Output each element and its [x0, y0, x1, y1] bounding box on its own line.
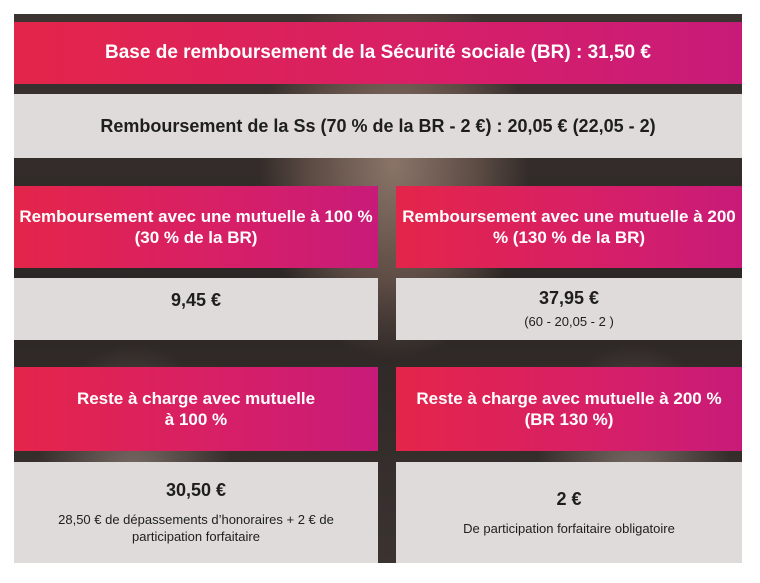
mutuelle-100-title-box	[14, 186, 378, 268]
ss-reimbursement-label: Remboursement de la Ss (70 % de la BR - 2 €) : 20,05 € (22,05 - 2)	[100, 115, 656, 136]
mutuelle-200-title: Remboursement avec une mutuelle à 200 % (130 % de la BR)	[402, 207, 736, 247]
reste-200-title-box	[396, 367, 742, 451]
mutuelle-200-amount: 37,95 €	[538, 288, 600, 308]
reste-200-title: Reste à charge avec mutuelle à 200 % (BR 130 %)	[416, 389, 722, 429]
base-label: Base de remboursement de la Sécurité sociale (BR) : 31,50 €	[105, 42, 651, 63]
base-banner	[14, 22, 742, 84]
reste-200-value-box	[396, 462, 742, 563]
reste-200-amount: 2 €	[556, 488, 582, 509]
ss-reimbursement-banner	[14, 94, 742, 158]
mutuelle-200-value-box	[396, 278, 742, 340]
infographic-panel	[14, 14, 742, 563]
reste-200-note: De participation forfaitaire obligatoire	[463, 520, 675, 536]
mutuelle-100-value-box	[14, 278, 378, 340]
reste-100-title-box	[14, 367, 378, 451]
mutuelle-100-title: Remboursement avec une mutuelle à 100 % (30 % de la BR)	[19, 207, 373, 247]
reste-100-value-box	[14, 462, 378, 563]
mutuelle-200-note: (60 - 20,05 - 2 )	[524, 314, 614, 329]
reste-100-note: 28,50 € de dépassements d’honoraires + 2 € de participation forfaitaire	[58, 512, 334, 544]
mutuelle-200-title-box	[396, 186, 742, 268]
reste-100-amount: 30,50 €	[165, 480, 227, 500]
reste-100-title: Reste à charge avec mutuelle à 100 %	[76, 389, 316, 429]
mutuelle-100-amount: 9,45 €	[170, 290, 222, 310]
